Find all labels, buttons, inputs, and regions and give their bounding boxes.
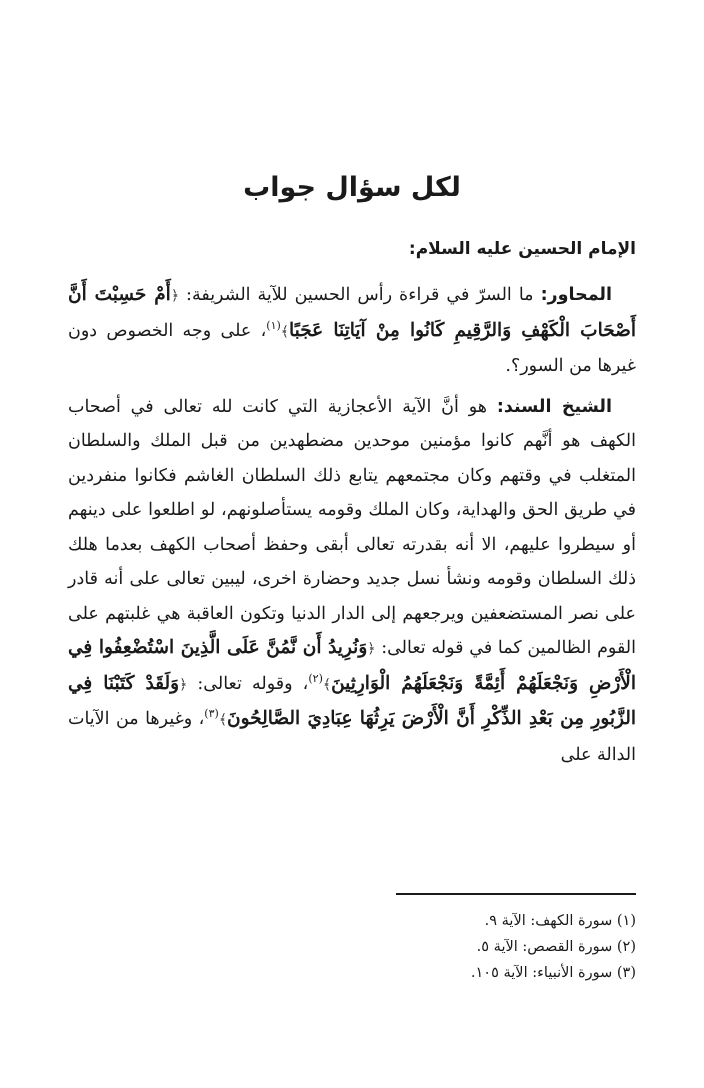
footnote-ref: (٢) bbox=[308, 671, 323, 685]
footnote-item: (١) سورة الكهف: الآية ٩. bbox=[484, 913, 636, 929]
verse-open-bracket: ﴿ bbox=[170, 288, 180, 304]
footnote-ref: (١) bbox=[266, 318, 281, 332]
section-heading: الإمام الحسين عليه السلام: bbox=[408, 239, 636, 259]
paragraph-text: ، وغيرها من الآيات الدالة على bbox=[68, 709, 636, 765]
footnote-item: (٣) سورة الأنبياء: الآية ١٠٥. bbox=[470, 965, 636, 981]
footnote-divider bbox=[396, 893, 636, 895]
verse-open-bracket: ﴿ bbox=[179, 676, 188, 693]
quran-verse: أَمْ حَسِبْتَ أَنَّ أَصْحَابَ الْكَهْفِ وَالرَّقِيمِ كَانُوا مِنْ آيَاتِنَا عَجَبًا bbox=[68, 284, 636, 341]
speaker-label: الشيخ السند: bbox=[496, 396, 613, 417]
verse-close-bracket: ﴾ bbox=[322, 676, 332, 693]
page-title: لكل سؤال جواب bbox=[243, 172, 461, 203]
paragraph-text: ما السرّ في قراءة رأس الحسين للآية الشريفة: bbox=[179, 285, 541, 305]
body-text bbox=[68, 278, 636, 778]
verse-close-bracket: ﴾ bbox=[280, 323, 289, 340]
verse-close-bracket: ﴾ bbox=[218, 712, 228, 728]
footnote-ref: (٣) bbox=[204, 707, 219, 721]
quran-verse: وَنُرِيدُ أَن نَّمُنَّ عَلَى الَّذِينَ اسْتُضْعِفُوا فِي الْأَرْضِ وَنَجْعَلَهُمْ أَئِمَّةً وَنَجْعَلَهُمُ الْوَارِثِينَ bbox=[68, 637, 636, 694]
paragraph-text: ، وقوله تعالى: bbox=[187, 673, 309, 694]
paragraph-answer bbox=[68, 390, 636, 773]
footnote-item: (٢) سورة القصص: الآية ٥. bbox=[476, 939, 636, 955]
quran-verse: وَلَقَدْ كَتَبْنَا فِي الزَّبُورِ مِن بَعْدِ الذِّكْرِ أَنَّ الْأَرْضَ يَرِثُهَا عِبَادِيَ الصَّالِحُونَ bbox=[68, 672, 637, 729]
paragraph-interviewer bbox=[68, 278, 636, 384]
speaker-label: المحاور: bbox=[540, 285, 612, 305]
paragraph-text: ، على وجه الخصوص دون غيرها من السور؟. bbox=[68, 320, 636, 376]
paragraph-text: هو أنَّ الآية الأعجازية التي كانت لله تعالى في أصحاب الكهف هو أنَّهم كانوا مؤمنين موحدين مضطهدين من قبل الملك والسلطان المتغلب في وقتهم وكان مجتمعهم يتابع ذلك السلطان الغاشم فكانوا منفردين في طريق الحق والهداية، وكان الملك وقومه يستأصلونهم، لو اطلعوا على دينهم أو سيطروا عليهم، الا أنه بقدرته تعالى أبقى وحفظ أصحاب الكهف بعدما هلك ذلك السلطان وقومه ونشأ نسل جديد وحضارة اخرى، ليبين تعالى على أنه قادر على نصر المستضعفين ويرجعهم إلى الدار الدنيا وتكون العاقبة هي غلبتهم على القوم الظالمين كما في قوله تعالى: bbox=[68, 396, 637, 658]
footnotes bbox=[68, 908, 636, 986]
verse-open-bracket: ﴿ bbox=[367, 641, 376, 657]
